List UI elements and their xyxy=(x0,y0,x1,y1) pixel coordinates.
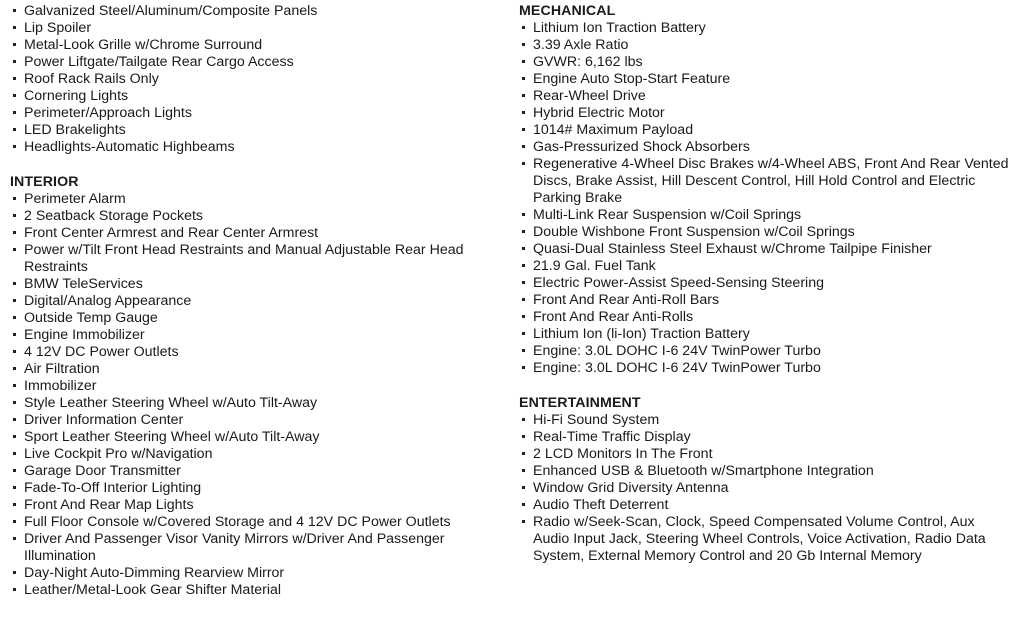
feature-text: BMW TeleServices xyxy=(24,276,143,292)
feature-text: Live Cockpit Pro w/Navigation xyxy=(24,446,213,462)
feature-text: 4 12V DC Power Outlets xyxy=(24,344,179,360)
bullet-icon xyxy=(522,298,525,301)
feature-item xyxy=(10,480,500,497)
feature-item xyxy=(10,395,500,412)
feature-text: Galvanized Steel/Aluminum/Composite Panels xyxy=(24,3,318,19)
feature-text: Power w/Tilt Front Head Restraints and Manual Adjustable Rear Head Restraints xyxy=(24,242,464,275)
bullet-icon xyxy=(522,26,525,29)
bullet-icon xyxy=(522,111,525,114)
feature-text: Double Wishbone Front Suspension w/Coil Springs xyxy=(533,224,855,240)
feature-item xyxy=(519,88,1014,105)
bullet-icon xyxy=(13,197,16,200)
bullet-icon xyxy=(13,26,16,29)
feature-item xyxy=(10,327,500,344)
feature-text: Real-Time Traffic Display xyxy=(533,429,691,445)
feature-item xyxy=(10,565,500,582)
bullet-icon xyxy=(522,418,525,421)
bullet-icon xyxy=(13,350,16,353)
bullet-icon xyxy=(522,332,525,335)
feature-item xyxy=(10,531,500,565)
bullet-icon xyxy=(13,145,16,148)
feature-item xyxy=(519,480,1014,497)
feature-item xyxy=(519,224,1014,241)
bullet-icon xyxy=(13,469,16,472)
feature-text: Engine Auto Stop-Start Feature xyxy=(533,71,731,87)
bullet-icon xyxy=(522,162,525,165)
entertainment-list xyxy=(519,412,1014,565)
feature-item xyxy=(10,276,500,293)
bullet-icon xyxy=(13,231,16,234)
feature-item xyxy=(10,497,500,514)
bullet-icon xyxy=(522,435,525,438)
feature-text: Garage Door Transmitter xyxy=(24,463,181,479)
feature-text: Driver And Passenger Visor Vanity Mirrors w/Driver And Passenger Illumination xyxy=(24,531,445,564)
bullet-icon xyxy=(13,452,16,455)
feature-item xyxy=(10,378,500,395)
feature-text: Quasi-Dual Stainless Steel Exhaust w/Chrome Tailpipe Finisher xyxy=(533,241,932,257)
feature-item xyxy=(10,344,500,361)
feature-text: Sport Leather Steering Wheel w/Auto Tilt-Away xyxy=(24,429,320,445)
exterior-section xyxy=(10,3,500,156)
feature-item xyxy=(10,208,500,225)
feature-item xyxy=(519,122,1014,139)
feature-item xyxy=(10,412,500,429)
bullet-icon xyxy=(522,281,525,284)
feature-text: Headlights-Automatic Highbeams xyxy=(24,139,235,155)
bullet-icon xyxy=(522,469,525,472)
feature-text: Multi-Link Rear Suspension w/Coil Springs xyxy=(533,207,802,223)
bullet-icon xyxy=(522,43,525,46)
feature-text: Engine: 3.0L DOHC I-6 24V TwinPower Turbo xyxy=(533,343,821,359)
mechanical-section xyxy=(519,3,1014,377)
feature-text: Fade-To-Off Interior Lighting xyxy=(24,480,202,496)
bullet-icon xyxy=(522,520,525,523)
interior-heading: INTERIOR xyxy=(10,174,79,190)
bullet-icon xyxy=(13,384,16,387)
feature-text: Lip Spoiler xyxy=(24,20,92,36)
feature-item xyxy=(10,37,500,54)
bullet-icon xyxy=(522,128,525,131)
bullet-icon xyxy=(13,94,16,97)
feature-item xyxy=(10,71,500,88)
bullet-icon xyxy=(522,94,525,97)
feature-text: Outside Temp Gauge xyxy=(24,310,158,326)
feature-item xyxy=(519,20,1014,37)
bullet-icon xyxy=(522,230,525,233)
feature-text: Full Floor Console w/Covered Storage and 4 12V DC Power Outlets xyxy=(24,514,451,530)
feature-item xyxy=(519,412,1014,429)
feature-text: GVWR: 6,162 lbs xyxy=(533,54,643,70)
feature-item xyxy=(10,105,500,122)
feature-text: Immobilizer xyxy=(24,378,97,394)
feature-item xyxy=(10,242,500,276)
feature-text: Lithium Ion (li-Ion) Traction Battery xyxy=(533,326,750,342)
interior-list xyxy=(10,191,500,599)
feature-item xyxy=(10,54,500,71)
feature-item xyxy=(10,446,500,463)
bullet-icon xyxy=(522,486,525,489)
exterior-list xyxy=(10,3,500,156)
right-column xyxy=(519,3,1014,583)
feature-item xyxy=(519,139,1014,156)
feature-item xyxy=(10,361,500,378)
bullet-icon xyxy=(13,520,16,523)
bullet-icon xyxy=(13,43,16,46)
feature-item xyxy=(519,54,1014,71)
feature-item xyxy=(10,582,500,599)
left-column xyxy=(10,3,500,617)
feature-item xyxy=(519,275,1014,292)
feature-text: Electric Power-Assist Speed-Sensing Steering xyxy=(533,275,824,291)
feature-item xyxy=(519,360,1014,377)
feature-text: Digital/Analog Appearance xyxy=(24,293,192,309)
bullet-icon xyxy=(13,367,16,370)
bullet-icon xyxy=(13,435,16,438)
feature-item xyxy=(519,326,1014,343)
feature-text: Front Center Armrest and Rear Center Armrest xyxy=(24,225,319,241)
feature-text: Front And Rear Anti-Roll Bars xyxy=(533,292,720,308)
feature-item xyxy=(10,225,500,242)
feature-text: Metal-Look Grille w/Chrome Surround xyxy=(24,37,263,53)
feature-text: Leather/Metal-Look Gear Shifter Material xyxy=(24,582,282,598)
bullet-icon xyxy=(13,401,16,404)
bullet-icon xyxy=(522,452,525,455)
feature-text: Audio Theft Deterrent xyxy=(533,497,669,513)
bullet-icon xyxy=(522,264,525,267)
interior-section xyxy=(10,174,500,599)
bullet-icon xyxy=(13,282,16,285)
bullet-icon xyxy=(522,247,525,250)
bullet-icon xyxy=(13,503,16,506)
feature-text: Enhanced USB & Bluetooth w/Smartphone Integration xyxy=(533,463,874,479)
feature-text: Engine Immobilizer xyxy=(24,327,145,343)
entertainment-section xyxy=(519,395,1014,565)
feature-item xyxy=(10,122,500,139)
bullet-icon xyxy=(13,9,16,12)
feature-text: Hi-Fi Sound System xyxy=(533,412,660,428)
feature-item xyxy=(519,156,1014,207)
mechanical-list xyxy=(519,20,1014,377)
feature-item xyxy=(519,343,1014,360)
feature-item xyxy=(10,3,500,20)
bullet-icon xyxy=(13,128,16,131)
feature-text: Front And Rear Map Lights xyxy=(24,497,194,513)
bullet-icon xyxy=(13,537,16,540)
feature-text: Roof Rack Rails Only xyxy=(24,71,159,87)
bullet-icon xyxy=(13,214,16,217)
feature-text: Day-Night Auto-Dimming Rearview Mirror xyxy=(24,565,285,581)
feature-item xyxy=(519,105,1014,122)
bullet-icon xyxy=(522,60,525,63)
bullet-icon xyxy=(522,503,525,506)
feature-item xyxy=(519,292,1014,309)
feature-item xyxy=(519,258,1014,275)
feature-item xyxy=(519,463,1014,480)
bullet-icon xyxy=(13,111,16,114)
feature-text: Perimeter/Approach Lights xyxy=(24,105,192,121)
bullet-icon xyxy=(13,77,16,80)
feature-item xyxy=(519,37,1014,54)
feature-item xyxy=(519,71,1014,88)
feature-text: Engine: 3.0L DOHC I-6 24V TwinPower Turbo xyxy=(533,360,821,376)
feature-text: Air Filtration xyxy=(24,361,100,377)
feature-text: 21.9 Gal. Fuel Tank xyxy=(533,258,656,274)
feature-text: Cornering Lights xyxy=(24,88,129,104)
feature-item xyxy=(10,88,500,105)
feature-text: LED Brakelights xyxy=(24,122,126,138)
feature-item xyxy=(10,429,500,446)
bullet-icon xyxy=(13,299,16,302)
feature-item xyxy=(10,514,500,531)
feature-item xyxy=(10,139,500,156)
mechanical-heading: MECHANICAL xyxy=(519,3,616,19)
feature-text: Front And Rear Anti-Rolls xyxy=(533,309,694,325)
bullet-icon xyxy=(13,248,16,251)
feature-item xyxy=(10,20,500,37)
feature-text: Window Grid Diversity Antenna xyxy=(533,480,729,496)
bullet-icon xyxy=(522,145,525,148)
feature-item xyxy=(519,429,1014,446)
bullet-icon xyxy=(522,315,525,318)
feature-text: Power Liftgate/Tailgate Rear Cargo Access xyxy=(24,54,294,70)
feature-item xyxy=(10,310,500,327)
bullet-icon xyxy=(522,349,525,352)
feature-text: Driver Information Center xyxy=(24,412,184,428)
feature-item xyxy=(519,446,1014,463)
feature-text: Style Leather Steering Wheel w/Auto Tilt-Away xyxy=(24,395,318,411)
feature-item xyxy=(519,514,1014,565)
entertainment-heading: ENTERTAINMENT xyxy=(519,395,641,411)
bullet-icon xyxy=(13,571,16,574)
bullet-icon xyxy=(13,588,16,591)
feature-text: Gas-Pressurized Shock Absorbers xyxy=(533,139,750,155)
feature-item xyxy=(519,497,1014,514)
feature-item xyxy=(519,309,1014,326)
bullet-icon xyxy=(13,418,16,421)
feature-text: 2 LCD Monitors In The Front xyxy=(533,446,713,462)
bullet-icon xyxy=(13,333,16,336)
bullet-icon xyxy=(13,316,16,319)
bullet-icon xyxy=(13,60,16,63)
feature-text: Perimeter Alarm xyxy=(24,191,126,207)
bullet-icon xyxy=(13,486,16,489)
feature-item xyxy=(519,241,1014,258)
feature-text: Radio w/Seek-Scan, Clock, Speed Compensated Volume Control, Aux Audio Input Jack, Steering Wheel Controls, Voice Activation, Radio Data System, External Memory Control and 20 Gb Internal Memory xyxy=(533,514,986,564)
feature-item xyxy=(10,191,500,208)
feature-item xyxy=(10,463,500,480)
feature-item xyxy=(519,207,1014,224)
feature-text: 3.39 Axle Ratio xyxy=(533,37,629,53)
bullet-icon xyxy=(522,77,525,80)
feature-text: 2 Seatback Storage Pockets xyxy=(24,208,204,224)
bullet-icon xyxy=(522,213,525,216)
feature-text: Regenerative 4-Wheel Disc Brakes w/4-Wheel ABS, Front And Rear Vented Discs, Brake Assist, Hill Descent Control, Hill Hold Control and Electric Parking Brake xyxy=(533,156,1009,206)
feature-text: Rear-Wheel Drive xyxy=(533,88,646,104)
feature-item xyxy=(10,293,500,310)
bullet-icon xyxy=(522,366,525,369)
feature-text: Lithium Ion Traction Battery xyxy=(533,20,706,36)
feature-text: Hybrid Electric Motor xyxy=(533,105,665,121)
feature-text: 1014# Maximum Payload xyxy=(533,122,694,138)
